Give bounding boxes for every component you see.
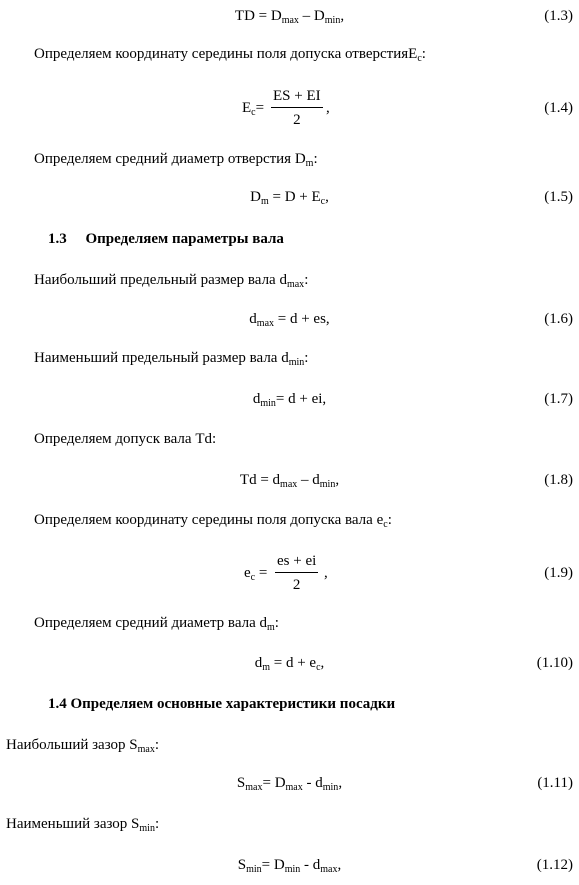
formula-1-9: $e_c$ = $\frac{es + ei}{2}$ , (1.9) (244, 553, 573, 593)
formula-1-7: $d_{min}= d$ + ei, (1.7) (252, 391, 573, 409)
formula-1-12: $S_{min}= D_{min} - d_{max}$, (1.12) (237, 857, 573, 875)
paragraph: Определяем средний диаметр отверстия $D_m$: (34, 151, 318, 169)
formula-1-8: $Td = d_{max} - d_{min}$, (1.8) (239, 472, 573, 490)
fraction-denominator: 2 (293, 112, 301, 128)
fraction-numerator: es + ei (275, 552, 318, 573)
equation-number: (1.11) (537, 775, 573, 791)
equation-number: (1.6) (544, 311, 573, 327)
formula-1-5: $D_m = D + E_c$, (1.5) (250, 189, 573, 207)
paragraph: Определяем допуск вала Td: (34, 431, 217, 447)
equation-number: (1.9) (544, 565, 573, 581)
formula-1-3: TD = $D_{max} - D_{min}$, (1.3) (234, 8, 573, 26)
equation-number: (1.10) (536, 655, 573, 671)
formula-1-10: $d_m = d + e_c$, (1.10) (254, 655, 573, 673)
paragraph: Наименьший предельный размер вала $d_{min}$: (34, 350, 309, 368)
paragraph: Наибольший зазор $S_{max}$: (6, 737, 160, 755)
formula-1-6: $d_{max} = d$ + es, (1.6) (249, 311, 573, 329)
equation-number: (1.8) (544, 472, 573, 488)
equation-number: (1.7) (544, 391, 573, 407)
formula-1-4: $E_c=$ $\frac{ES + EI}{2}$ , (1.4) (242, 88, 573, 128)
paragraph: Определяем средний диаметр вала $d_m$: (34, 615, 279, 633)
fraction-numerator: ES + EI (271, 87, 323, 108)
equation-number: (1.4) (544, 100, 573, 116)
paragraph: Наибольший предельный размер вала $d_{max}$: (34, 272, 309, 290)
paragraph: Наименьший зазор $S_{min}$: (6, 816, 160, 834)
fraction-denominator: 2 (292, 577, 301, 593)
paragraph: Определяем координату середины поля допуска вала $e_c$: (34, 512, 392, 530)
equation-number: (1.3) (544, 8, 573, 24)
paragraph: Определяем координату середины поля допуска отверстияE$_c$: (34, 46, 426, 64)
equation-number: (1.12) (536, 857, 573, 873)
formula-1-11: $S_{max}= D_{max} - d_{min}$, (1.11) (236, 775, 573, 793)
equation-number: (1.5) (544, 189, 573, 205)
section-heading-1-3: 1.3 Определяем параметры вала (48, 231, 284, 247)
section-heading-1-4: 1.4 Определяем основные характеристики посадки (48, 696, 396, 712)
